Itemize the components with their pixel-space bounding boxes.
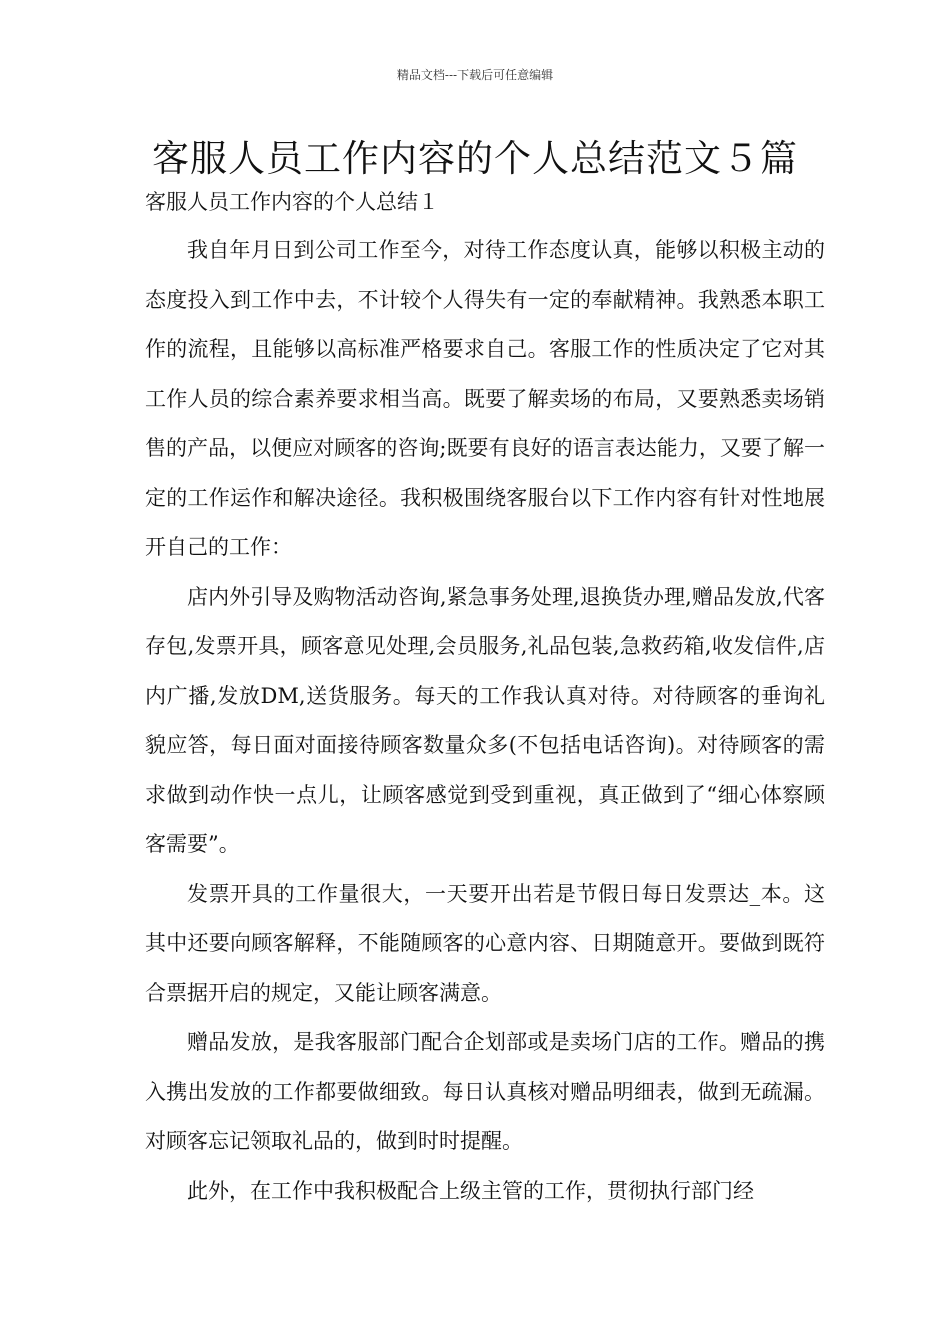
document-body (145, 226, 825, 1216)
paragraph: 此外，在工作中我积极配合上级主管的工作，贯彻执行部门经 (187, 1178, 754, 1203)
paragraph: 赠品发放，是我客服部门配合企划部或是卖场门店的工作。赠品的携入携出发放的工作都要做细致。每日认真核对赠品明细表，做到无疏漏。对顾客忘记领取礼品的，做到时时提醒。 (145, 1030, 825, 1153)
section-heading: 客服人员工作内容的个人总结１ (145, 190, 439, 214)
page-header: 精品文档---下载后可任意编辑 (396, 68, 554, 82)
paragraph: 发票开具的工作量很大，一天要开出若是节假日每日发票达_本。这其中还要向顾客解释，不能随顾客的心意内容、日期随意开。要做到既符合票据开启的规定，又能让顾客满意。 (145, 881, 825, 1005)
paragraph: 店内外引导及购物活动咨询,紧急事务处理,退换货办理,赠品发放,代客存包,发票开具，顾客意见处理,会员服务,礼品包装,急救药箱,收发信件,店内广播,发放DM,送货服务。每天的工作我认真对待。对待顾客的垂询礼貌应答，每日面对面接待顾客数量众多(不包括电话咨询)。对待顾客的需求做到动作快一点儿，让顾客感觉到受到重视，真正做到了“细心体察顾客需要”。 (145, 584, 825, 856)
paragraph: 我自年月日到公司工作至今，对待工作态度认真，能够以积极主动的态度投入到工作中去，不计较个人得失有一定的奉献精神。我熟悉本职工作的流程，且能够以高标准严格要求自己。客服工作的性质决定了它对其工作人员的综合素养要求相当高。既要了解卖场的布局，又要熟悉卖场销售的产品，以便应对顾客的咨询;既要有良好的语言表达能力，又要了解一定的工作运作和解决途径。我积极围绕客服台以下工作内容有针对性地展开自己的工作： (145, 238, 825, 559)
document-title: 客服人员工作内容的个人总结范文５篇 (152, 137, 798, 180)
